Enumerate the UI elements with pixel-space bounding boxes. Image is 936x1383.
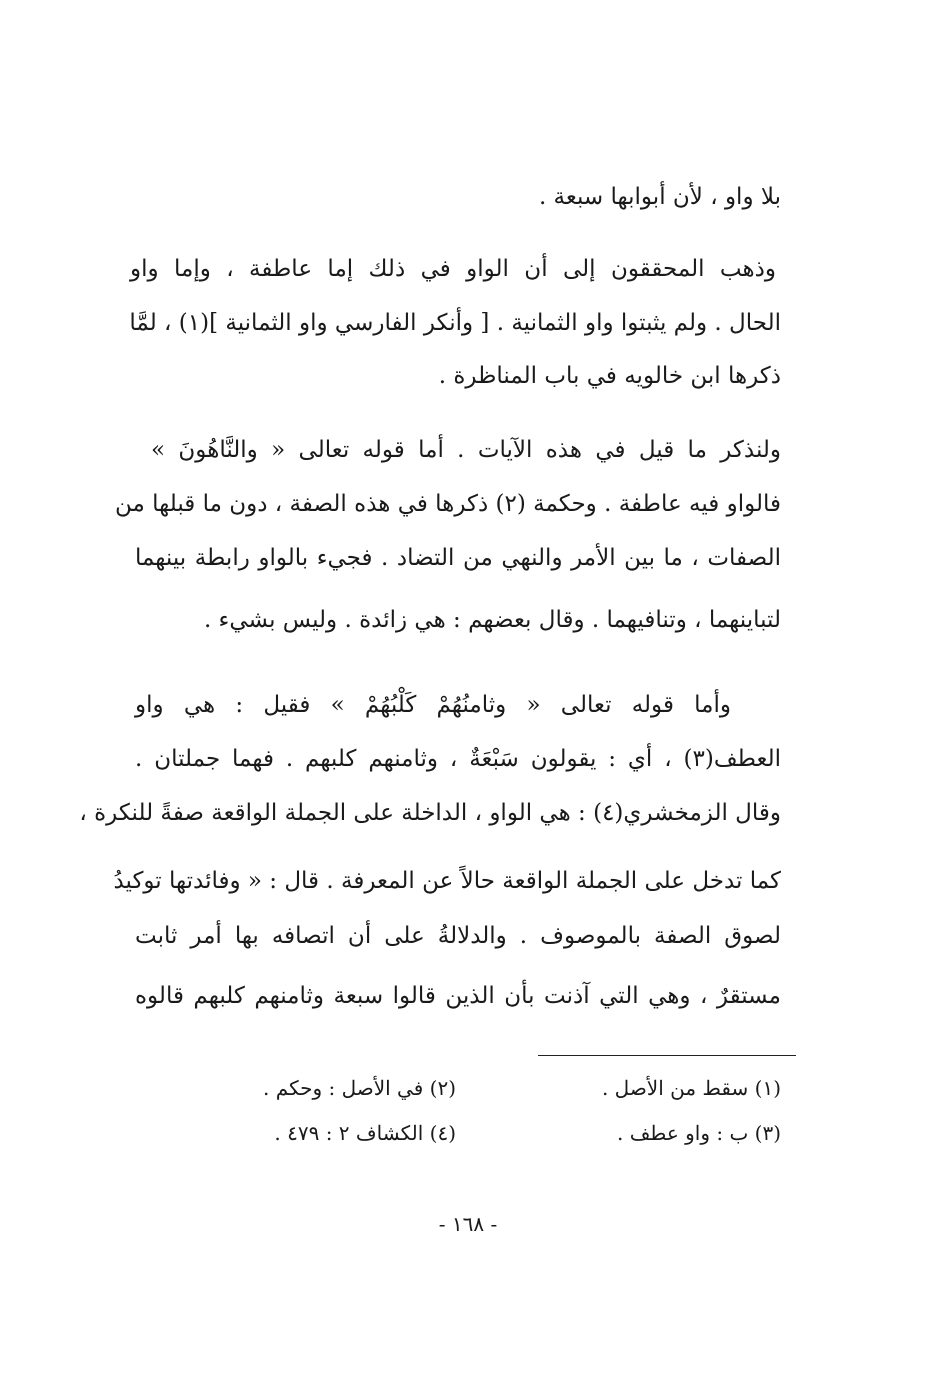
text-line: وأما قوله تعالى « وثامنُهُمْ كَلْبُهُمْ » فقيل : هي واو [135, 692, 731, 718]
text-line: كما تدخل على الجملة الواقعة حالاً عن المعرفة . قال : « وفائدتها توكيدُ [113, 868, 781, 894]
footnote-2: (٢) في الأصل : وحكم . [263, 1076, 456, 1100]
text-line: مستقرٌ ، وهي التي آذنت بأن الذين قالوا سبعة وثامنهم كلبهم قالوه [135, 983, 781, 1009]
page-number: - ١٦٨ - [438, 1212, 498, 1236]
text-line: وقال الزمخشري(٤) : هي الواو ، الداخلة على الجملة الواقعة صفةً للنكرة ، [79, 800, 781, 826]
text-line: العطف(٣) ، أي : يقولون سَبْعَةٌ ، وثامنهم كلبهم . فهما جملتان . [135, 746, 781, 772]
text-line: الحال . ولم يثبتوا واو الثمانية . [ وأنكر الفارسي واو الثمانية ](١) ، لمَّا [129, 310, 781, 336]
text-line: الصفات ، ما بين الأمر والنهي من التضاد . فجيء بالواو رابطة بينهما [135, 545, 781, 571]
text-line: ولنذكر ما قيل في هذه الآيات . أما قوله تعالى « والنَّاهُونَ » [151, 437, 781, 463]
text-line: وذهب المحققون إلى أن الواو في ذلك إما عاطفة ، وإما واو [130, 256, 776, 282]
footnote-4: (٤) الكشاف ٢ : ٤٧٩ . [274, 1121, 456, 1145]
text-line: ذكرها ابن خالويه في باب المناظرة . [438, 363, 781, 389]
text-line: لتباينهما ، وتنافيهما . وقال بعضهم : هي زائدة . وليس بشيء . [203, 607, 781, 633]
text-line: بلا واو ، لأن أبوابها سبعة . [538, 184, 781, 210]
text-line: فالواو فيه عاطفة . وحكمة (٢) ذكرها في هذه الصفة ، دون ما قبلها من [114, 491, 781, 517]
text-line: لصوق الصفة بالموصوف . والدلالةُ على أن اتصافه بها أمر ثابت [135, 923, 781, 949]
footnote-1: (١) سقط من الأصل . [601, 1076, 781, 1100]
footnote-3: (٣) ب : واو عطف . [617, 1121, 781, 1145]
footnote-separator [538, 1055, 796, 1056]
